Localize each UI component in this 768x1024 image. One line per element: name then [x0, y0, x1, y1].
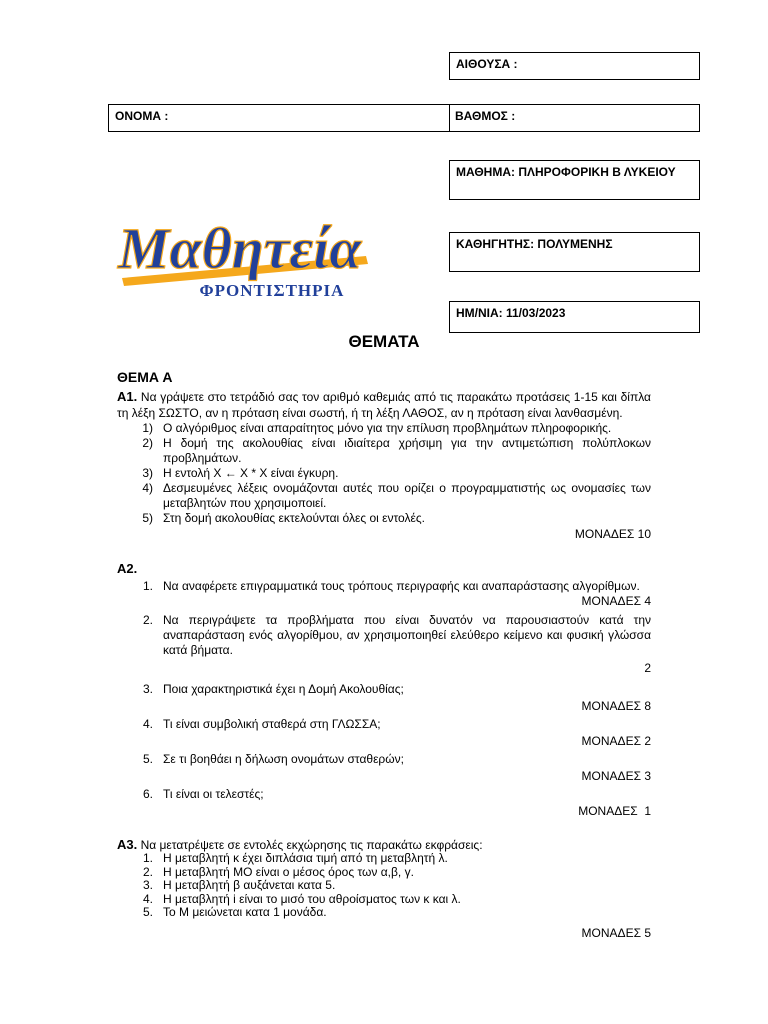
- section-heading: ΘΕΜΑ Α: [117, 369, 173, 385]
- list-item: 3) Η εντολή Χ ← Χ * Χ είναι έγκυρη.: [142, 466, 339, 480]
- subject-field: [449, 160, 700, 200]
- item-marks: 2: [644, 661, 651, 675]
- subject-label: ΜΑΘΗΜΑ: ΠΛΗΡΟΦΟΡΙΚΗ Β ΛΥΚΕΙΟΥ: [456, 165, 676, 179]
- a3-marks: ΜΟΝΑΔΕΣ 5: [581, 925, 651, 940]
- list-item: 5) Στη δομή ακολουθίας εκτελούνται όλες οι εντολές.: [142, 511, 425, 525]
- list-item: 6. Τι είναι οι τελεστές;: [142, 787, 264, 801]
- item-marks: ΜΟΝΑΔΕΣ 4: [581, 594, 651, 608]
- list-item: 4) Δεσμευμένες λέξεις ονομάζονται αυτές που ορίζει ο προγραμματιστής ως ονομασίες των μεταβλητών που χρησιμοποιεί.: [142, 481, 651, 510]
- list-item: 4. Τι είναι συμβολική σταθερά στη ΓΛΩΣΣΑ;: [142, 717, 381, 731]
- list-item: 2. Η μεταβλητή ΜΟ είναι ο μέσος όρος των α,β, γ.: [142, 864, 414, 879]
- a3-intro: [117, 838, 651, 852]
- logo-word: Μαθητεία: [118, 216, 362, 281]
- list-item: 5. Το Μ μειώνεται κατα 1 μονάδα.: [142, 905, 327, 919]
- list-item: 4. Η μεταβλητή i είναι το μισό του αθροίσματος των κ και λ.: [142, 891, 461, 906]
- list-item: 1) Ο αλγόριθμος είναι απαραίτητος μόνο για την επίλυση προβλημάτων πληροφορικής.: [142, 421, 612, 435]
- list-item: 1. Να αναφέρετε επιγραμματικά τους τρόπους περιγραφής και αναπαράστασης αλγορίθμων.: [142, 579, 640, 593]
- list-item: 2. Να περιγράψετε τα προβλήματα που είναι δυνατόν να παρουσιαστούν κατά την αναπαράσταση ενός αλγορίθμου, αν χρησιμοποιηθεί ελεύθερο κείμενο και φυσική γλώσσα κατά βήματα.: [142, 613, 651, 657]
- a1-intro-text: Να γράψετε στο τετράδιό σας τον αριθμό καθεμιάς από τις παρακάτω προτάσεις 1-15 και δίπλα τη λέξη ΣΩΣΤΟ, αν η πρόταση είναι σωστή, ή τη λέξη ΛΑΘΟΣ, αν η πρόταση είναι λανθασμένη.: [117, 390, 651, 420]
- list-item: 5. Σε τι βοηθάει η δήλωση ονομάτων σταθερών;: [142, 752, 404, 766]
- grade-field: [449, 104, 700, 132]
- date-label: ΗΜ/ΝΙΑ: 11/03/2023: [456, 306, 566, 320]
- name-label: ΟΝΟΜΑ :: [115, 109, 169, 123]
- a2-label: Α2.: [117, 561, 138, 576]
- logo-graphic: [114, 206, 376, 300]
- a3-intro-text: Να μετατρέψετε σε εντολές εκχώρησης τις παρακάτω εκφράσεις:: [140, 838, 483, 852]
- list-item: 3. Ποια χαρακτηριστικά έχει η Δομή Ακολουθίας;: [142, 682, 404, 696]
- logo-subtitle: ΦΡΟΝΤΙΣΤΗΡΙΑ: [199, 281, 345, 300]
- item-marks: ΜΟΝΑΔΕΣ 3: [581, 769, 651, 783]
- teacher-field: [449, 232, 700, 272]
- item-marks: ΜΟΝΑΔΕΣ 2: [581, 734, 651, 748]
- a3-label: Α3.: [117, 837, 138, 852]
- a1-list: [117, 421, 651, 526]
- classroom-field: [449, 52, 700, 80]
- name-field: [108, 104, 450, 132]
- classroom-label: ΑΙΘΟΥΣΑ :: [456, 57, 518, 71]
- list-item: 3. Η μεταβλητή β αυξάνεται κατα 5.: [142, 878, 336, 892]
- a1-intro: [117, 389, 651, 421]
- date-field: [449, 301, 700, 333]
- grade-label: ΒΑΘΜΟΣ :: [455, 109, 516, 123]
- a1-marks: ΜΟΝΑΔΕΣ 10: [574, 527, 651, 541]
- a3-list: [117, 852, 651, 920]
- list-item: 1. Η μεταβλητή κ έχει διπλάσια τιμή από τη μεταβλητή λ.: [142, 851, 448, 865]
- mathiteia-logo: [114, 206, 376, 300]
- teacher-label: ΚΑΘΗΓΗΤΗΣ: ΠΟΛΥΜΕΝΗΣ: [456, 237, 613, 251]
- exam-body: [117, 368, 651, 941]
- list-item: 2) Η δομή της ακολουθίας είναι ιδιαίτερα χρήσιμη για την αντιμετώπιση πολύπλοκων προβλημάτων.: [142, 436, 651, 465]
- a2-list: [117, 579, 651, 819]
- page-title: ΘΕΜΑΤΑ: [348, 332, 420, 351]
- item-marks: ΜΟΝΑΔΕΣ 8: [581, 699, 651, 713]
- item-marks: ΜΟΝΑΔΕΣ 1: [578, 804, 651, 818]
- a1-label: Α1.: [117, 389, 138, 404]
